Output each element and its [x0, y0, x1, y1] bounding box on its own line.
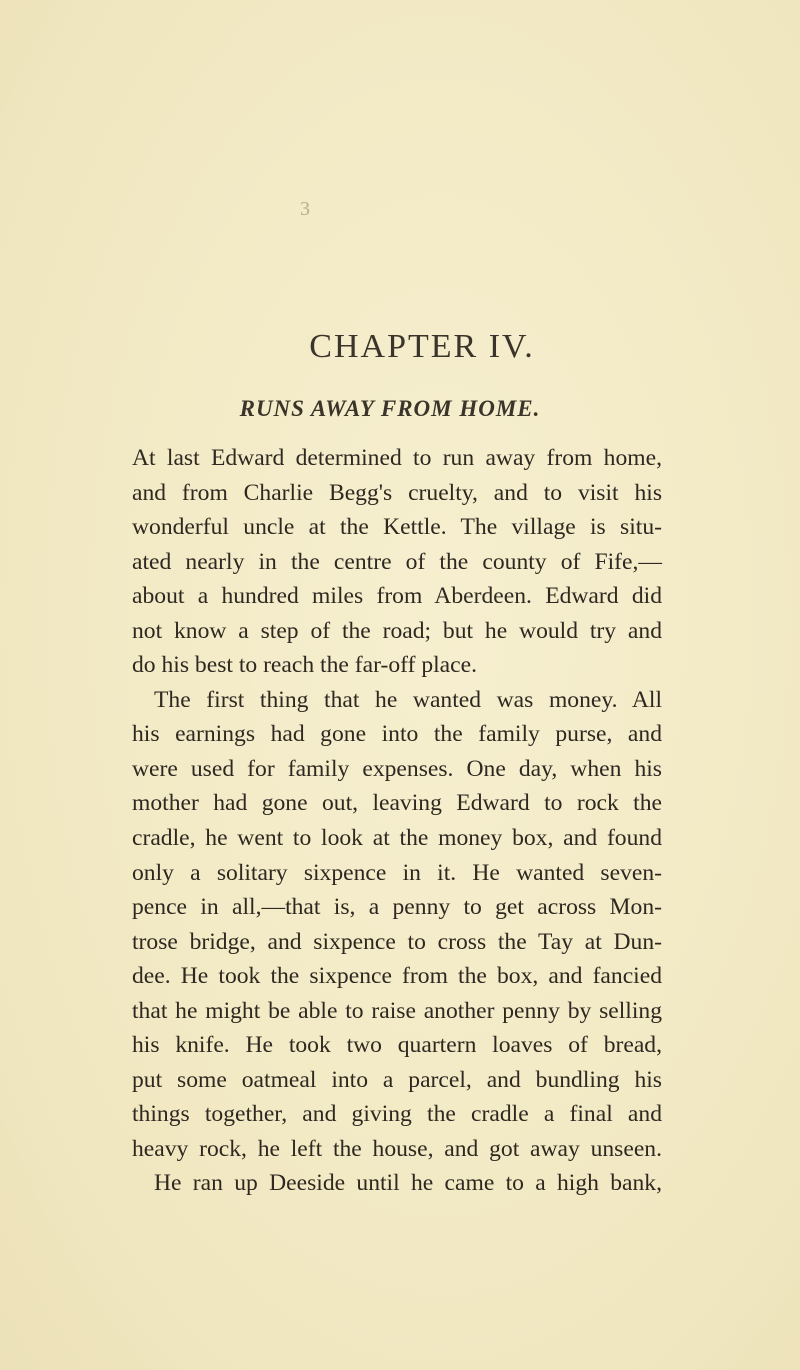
chapter-subtitle-text: RUNS AWAY FROM HOME.: [239, 396, 541, 421]
text-line: only a solitary sixpence in it. He wanted seven-: [132, 859, 662, 886]
page-mark: 3: [300, 198, 312, 220]
text-line: mother had gone out, leaving Edward to rock the: [132, 790, 662, 817]
text-line: about a hundred miles from Aberdeen. Edward did: [132, 583, 662, 610]
text-line: do his best to reach the far-off place.: [132, 652, 477, 679]
text-line: heavy rock, he left the house, and got away unseen.: [132, 1135, 662, 1162]
text-line: trose bridge, and sixpence to cross the Tay at Dun-: [132, 928, 662, 955]
text-line: not know a step of the road; but he would try and: [132, 617, 662, 644]
text-line: his knife. He took two quartern loaves of bread,: [132, 1032, 662, 1059]
text-line: put some oatmeal into a parcel, and bundling his: [132, 1066, 662, 1093]
text-line: The first thing that he wanted was money. All: [154, 686, 662, 713]
chapter-title: [0, 328, 800, 366]
text-line: wonderful uncle at the Kettle. The village is situ-: [132, 514, 662, 541]
text-line: that he might be able to raise another penny by selling: [132, 997, 662, 1024]
text-line: He ran up Deeside until he came to a high bank,: [154, 1170, 662, 1197]
text-line: At last Edward determined to run away from home,: [132, 445, 662, 471]
text-line: and from Charlie Begg's cruelty, and to visit his: [132, 479, 662, 506]
text-line: cradle, he went to look at the money box, and found: [132, 825, 662, 852]
text-line: his earnings had gone into the family purse, and: [132, 721, 662, 748]
text-line: dee. He took the sixpence from the box, and fancied: [132, 963, 662, 990]
text-line: pence in all,—that is, a penny to get across Mon-: [132, 894, 662, 921]
chapter-title-text: CHAPTER IV.: [309, 328, 535, 365]
text-line: things together, and giving the cradle a final and: [132, 1101, 662, 1128]
chapter-body: [132, 441, 662, 1201]
chapter-subtitle: [0, 396, 800, 422]
text-line: were used for family expenses. One day, when his: [132, 755, 662, 782]
text-line: ated nearly in the centre of the county of Fife,—: [132, 548, 662, 575]
